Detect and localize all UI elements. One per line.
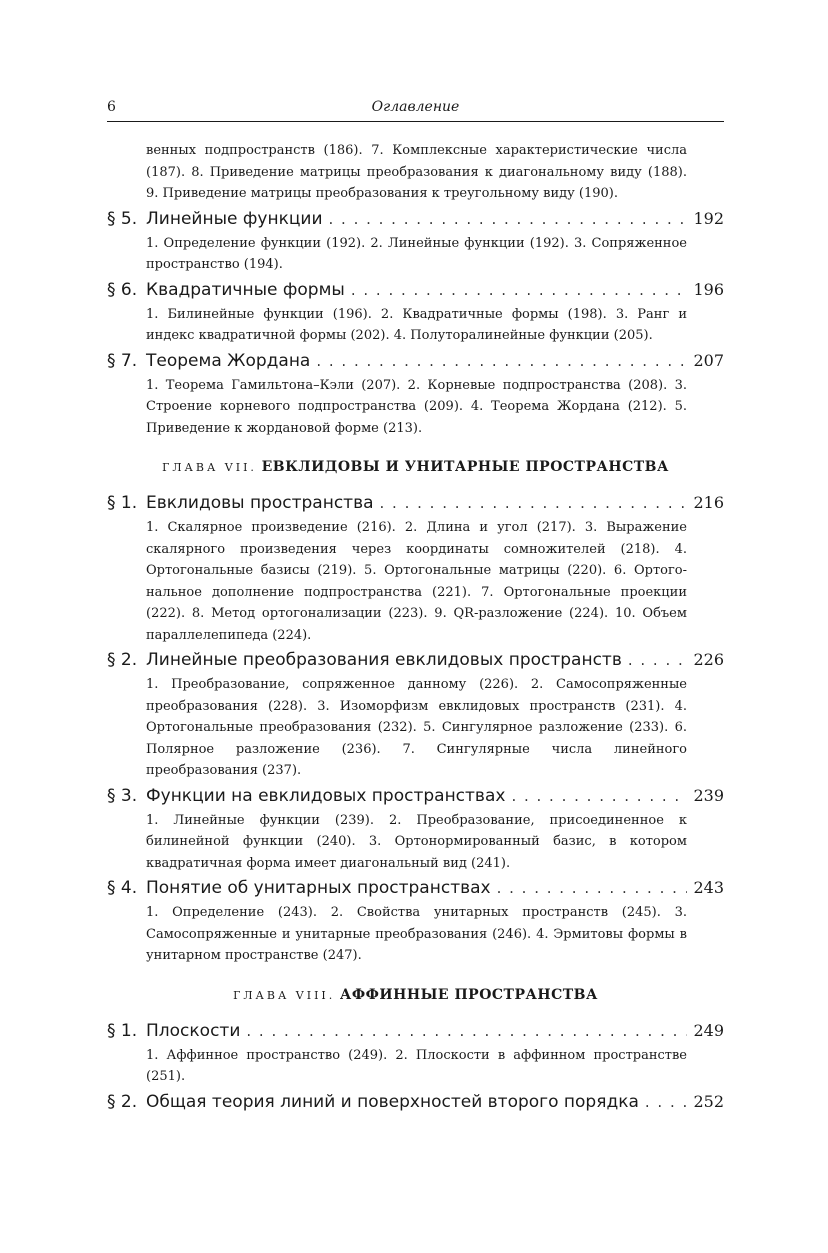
section-symbol: § 3. <box>107 785 138 806</box>
section-page: 207 <box>693 350 724 370</box>
toc-entry[interactable] <box>107 205 724 276</box>
section-page: 226 <box>693 650 724 669</box>
toc-entry[interactable] <box>107 489 724 646</box>
section-heading[interactable] <box>107 205 724 233</box>
dot-leader <box>329 206 688 233</box>
section-symbol: § 2. <box>107 1091 138 1112</box>
page-header <box>107 99 724 122</box>
section-symbol: § 5. <box>107 208 138 229</box>
section-page: 196 <box>693 279 724 299</box>
section-subsections: 1. Скалярное произведение (216). 2. Длина и угол (217). 3. Выражение скалярного произведения через координаты сомножителей (218). 4. Ортогональные базисы (219). 5. Ортогональные матрицы (220). 6. Ортого- нальное дополнение подпространства (221). 7. Ортогональные проекции (222). 8. Метод ортогонализации (223). 9. QR-разложение (224). 10. Объем параллелепипеда (224). <box>146 520 687 643</box>
toc-entry[interactable] <box>107 646 724 782</box>
intro-subsections: венных подпространств (186). 7. Комплексные характеристические числа (187). 8. Приведение матрицы преобразования к диагональному виду (188). 9. Приведение матрицы преобразования к треугольному виду (190). <box>146 143 687 201</box>
section-page: 243 <box>693 878 724 897</box>
section-heading[interactable] <box>107 646 724 674</box>
dot-leader <box>497 875 688 902</box>
section-symbol: § 2. <box>107 650 138 670</box>
section-title[interactable]: Теорема Жордана <box>146 350 311 371</box>
section-symbol: § 7. <box>107 350 138 371</box>
chapter-title[interactable]: ЕВКЛИДОВЫ И УНИТАРНЫЕ ПРОСТРАНСТВА <box>261 459 669 475</box>
section-heading[interactable] <box>107 782 724 810</box>
section-subsections: 1. Теорема Гамильтона–Кэли (207). 2. Корневые подпространства (208). 3. Строение корневого подпространства (209). 4. Теорема Жордана (212). 5. Приведение к жордановой форме (213). <box>146 377 687 436</box>
chapter-label: ГЛАВА VIII. <box>233 988 336 1002</box>
chapter-heading[interactable] <box>107 987 724 1003</box>
section-page: 252 <box>693 1091 724 1111</box>
toc-entry[interactable] <box>107 1017 724 1088</box>
section-title[interactable]: Квадратичные формы <box>146 279 345 300</box>
section-subsections: 1. Линейные функции (239). 2. Преобразование, присоединенное к билинейной функции (240). 3. Ортонормированный базис, в котором квадратичная форма имеет диагональный вид (241). <box>146 812 687 871</box>
section-heading[interactable] <box>107 347 724 375</box>
section-page: 192 <box>693 208 724 228</box>
section-title[interactable]: Плоскости <box>146 1020 241 1041</box>
section-page: 249 <box>693 1020 724 1040</box>
dot-leader <box>380 490 688 517</box>
section-heading[interactable] <box>107 276 724 304</box>
section-heading[interactable] <box>107 874 724 902</box>
page-number: 6 <box>107 99 116 115</box>
section-title[interactable]: Понятие об унитарных пространствах <box>146 878 491 898</box>
toc-entry[interactable] <box>107 347 724 440</box>
section-symbol: § 1. <box>107 1020 138 1041</box>
section-heading[interactable] <box>107 1017 724 1045</box>
toc-entry[interactable] <box>107 1088 724 1116</box>
chapter-heading[interactable] <box>107 459 724 475</box>
section-subsections: 1. Аффинное пространство (249). 2. Плоскости в аффинном пространстве (251). <box>146 1047 687 1084</box>
chapter-title[interactable]: АФФИННЫЕ ПРОСТРАНСТВА <box>339 986 598 1003</box>
section-page: 216 <box>693 493 724 512</box>
section-subsections: 1. Определение (243). 2. Свойства унитарных пространств (245). 3. Самосопряженные и унитарные преобразования (246). 4. Эрмитовы формы в унитарном пространстве (247). <box>146 905 687 963</box>
toc-entry[interactable] <box>107 874 724 967</box>
section-subsections: 1. Преобразование, сопряженное данному (226). 2. Самосопряженные преобразования (228). 3. Изоморфизм евклидовых пространств (231). 4. Ортогональные преобразования (232). 5. Сингулярное разложение (233). 6. Полярное разложение (236). 7. Сингулярные числа линейного преобразования (237). <box>146 677 687 778</box>
section-heading[interactable] <box>107 489 724 517</box>
toc-entry[interactable] <box>107 276 724 347</box>
dot-leader <box>316 348 687 375</box>
section-heading[interactable] <box>107 1088 724 1116</box>
dot-leader <box>628 647 688 674</box>
section-title[interactable]: Функции на евклидовых пространствах <box>146 785 506 806</box>
dot-leader <box>351 277 688 304</box>
section-page: 239 <box>693 785 724 805</box>
dot-leader <box>246 1018 687 1045</box>
section-subsections: 1. Определение функции (192). 2. Линейные функции (192). 3. Сопряженное пространство (194). <box>146 235 687 272</box>
section-title[interactable]: Линейные функции <box>146 208 323 229</box>
section-title[interactable]: Линейные преобразования евклидовых пространств <box>146 650 622 670</box>
toc-entry[interactable] <box>107 782 724 875</box>
toc-body <box>107 140 724 1116</box>
section-symbol: § 4. <box>107 878 138 898</box>
chapter-label: ГЛАВА VII. <box>162 461 257 474</box>
section-subsections: 1. Билинейные функции (196). 2. Квадратичные формы (198). 3. Ранг и индекс квадратичной формы (202). 4. Полуторалинейные функции (205). <box>146 306 687 343</box>
section-symbol: § 1. <box>107 493 138 513</box>
section-title[interactable]: Общая теория линий и поверхностей второго порядка <box>146 1091 639 1112</box>
section-title[interactable]: Евклидовы пространства <box>146 493 374 513</box>
dot-leader <box>645 1089 688 1116</box>
running-title: Оглавление <box>371 99 460 115</box>
dot-leader <box>511 783 687 810</box>
section-symbol: § 6. <box>107 279 138 300</box>
